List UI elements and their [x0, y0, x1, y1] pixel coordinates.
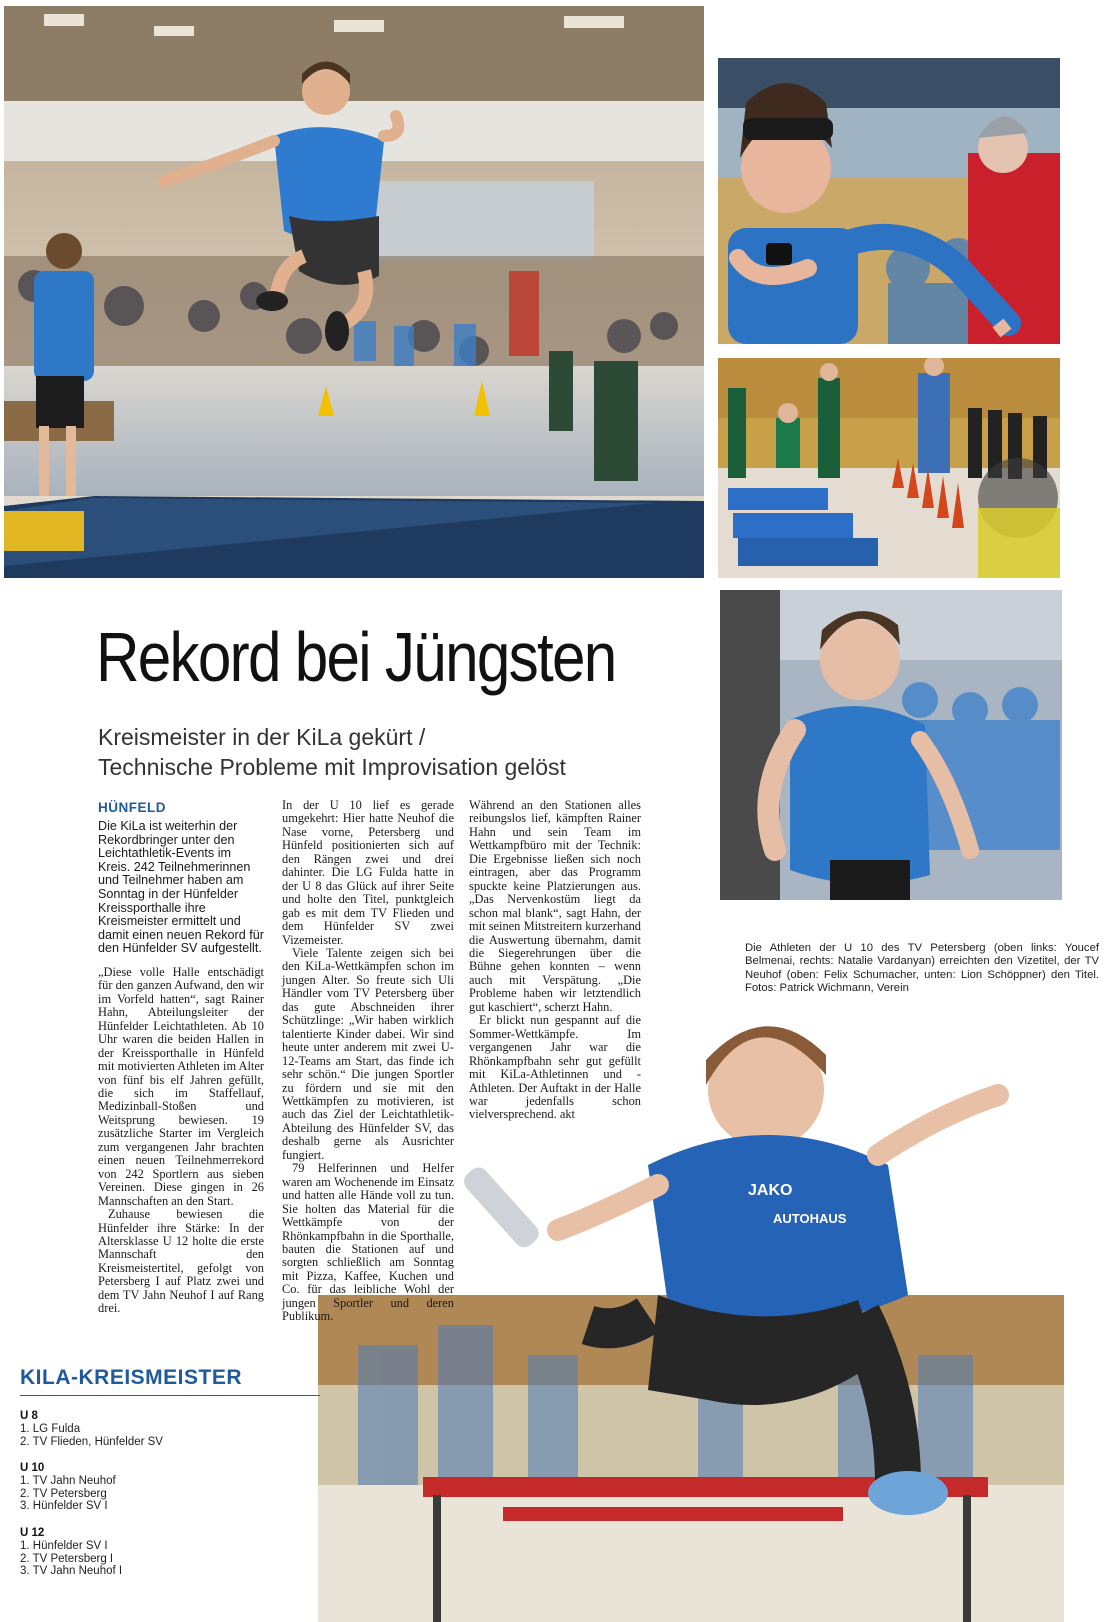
results-entry: 1. TV Jahn Neuhof — [20, 1475, 116, 1488]
shirt-sponsor-text: AUTOHAUS — [773, 1211, 847, 1226]
lead-paragraph: Die KiLa ist weiterhin der Rekordbringer unter den Leichtathletik-Events im Kreis. 242 Teilnehmerinnen und Teilnehmer haben am Sonntag in der Hünfelder Kreissporthalle ihre Kreismeister ermittelt und damit einen neuen Rekord für den Hünfelder SV aufgestellt. — [98, 819, 264, 956]
results-group-label: U 12 — [20, 1526, 45, 1539]
headline: Rekord bei Jüngsten — [96, 618, 616, 696]
results-entry: 1. Hünfelder SV I — [20, 1539, 108, 1552]
results-entry: 3. TV Jahn Neuhof I — [20, 1565, 123, 1578]
photo-hurdle-course — [718, 358, 1060, 578]
subheadline — [98, 722, 658, 782]
photo-boy-running — [720, 590, 1062, 900]
body-paragraph: 79 Helferinnen und Helfer waren am Wochenende im Einsatz und hatten alle Hände voll zu tun. Sie holten das Material für die Wettkämpfe von der Rhönkampfbahn in die Sporthalle, bauten die Stationen auf und sorgten schließlich am Sonntag mit Pizza, Kaffee, Kuchen und Co. für das leibliche Wohl der jungen Sportler und deren Publikum. — [282, 1161, 454, 1324]
shirt-brand-text: JAKO — [748, 1182, 793, 1199]
dateline: HÜNFELD — [98, 800, 166, 815]
photo-long-jump — [4, 6, 704, 578]
article-column-3 — [469, 799, 641, 1122]
results-group-label: U 10 — [20, 1462, 45, 1475]
body-paragraph: Während an den Stationen alles reibungslos lief, kämpften Rainer Hahn und sein Team im Wettkampfbüro mit der Technik: Die Ergebnisse ließen sich noch eintragen, aber das Programm spuckte keine Platzierungen aus. „Das Nervenkostüm liegt da schon mal blank“, sagt Hahn, der mit seinen Mitstreitern kurzerhand die Auswertung übernahm, damit die Siegerehrungen über die Bühne gehen konnten – wenn auch mit Verspätung. „Die Probleme haben wir letztendlich gut kaschiert“, scherzt Hahn. — [469, 798, 641, 1014]
results-entry: 3. Hünfelder SV I — [20, 1500, 108, 1513]
results-group-u12 — [20, 1527, 320, 1578]
body-paragraph: Er blickt nun gespannt auf die Sommer-Wettkämpfe. Im vergangenen Jahr war die Rhönkampfbahn sehr gut gefüllt mit KiLa-Athletinnen und -Athleten. Der Auftakt in der Halle war jedenfalls schon vielversprechend. akt — [469, 1013, 641, 1122]
results-entry: 2. TV Petersberg — [20, 1487, 107, 1500]
article-column-2 — [282, 799, 454, 1324]
results-entry: 2. TV Flieden, Hünfelder SV — [20, 1435, 163, 1448]
results-box — [20, 1366, 320, 1592]
results-title: KILA-KREISMEISTER — [20, 1366, 320, 1396]
subheadline-line-2: Technische Probleme mit Improvisation gelöst — [98, 754, 566, 780]
results-group-u8 — [20, 1410, 320, 1448]
results-entry: 2. TV Petersberg I — [20, 1552, 114, 1565]
body-paragraph: Zuhause bewiesen die Hünfelder ihre Stärke: In der Altersklasse U 12 holte die erste Mannschaft den Kreismeistertitel, gefolgt von Petersberg I auf Platz zwei und dem TV Jahn Neuhof I auf Rang drei. — [98, 1207, 264, 1316]
results-group-u10 — [20, 1462, 320, 1513]
body-paragraph: Viele Talente zeigen sich bei den KiLa-Wettkämpfen schon im jungen Alter. So freute sich Uli Händler vom TV Petersberg über das gute Abschneiden ihrer Schützlinge: „Wir haben wirklich talentierte Kinder dabei. Wir sind heute unter anderem mit zwei U-12-Teams am Start, das finde ich sehr schön.“ Die jungen Sportler zu fördern und sie mit den Wettkämpfen zu motivieren, ist auch das Ziel der Leichtathletik-Abteilung des Hünfelder SV, das deshalb gerne als Ausrichter fungiert. — [282, 945, 454, 1162]
results-entry: 1. LG Fulda — [20, 1423, 81, 1435]
subheadline-line-1: Kreismeister in der KiLa gekürt / — [98, 724, 426, 750]
article-column-1 — [98, 800, 264, 1316]
results-group-label: U 8 — [20, 1410, 38, 1422]
body-paragraph: „Diese volle Halle entschädigt für den ganzen Aufwand, den wir im Vorfeld hatten“, sagt Rainer Hahn, Abteilungsleiter der Hünfelder Leichtathleten. Ab 10 Uhr waren die beiden Hallen in der Kreissporthalle in Hünfeld mit motivierten Athleten im Alter von fünf bis elf Jahren gefüllt, die sich im Staffellauf, Medizinball-Stoßen und Weitsprung bewiesen. 19 zusätzliche Starter im Vergleich zum vergangenen Jahr brachten einen neuen Teilnehmerrekord von 242 Sportlern aus sieben Vereinen. Diese gingen in 26 Mannschaften an den Start. — [98, 964, 264, 1208]
body-paragraph: In der U 10 lief es gerade umgekehrt: Hier hatte Neuhof die Nase vorne, Petersberg und Hünfeld positionierten sich auf den Rängen zwei und drei dahinter. Die LG Fulda hatte in der U 8 das Glück auf ihrer Seite und holte den Titel, punktgleich gab es mit dem TV Flieden und dem Hünfelder SV zwei Vizemeister. — [282, 798, 454, 947]
photo-caption: Die Athleten der U 10 des TV Petersberg (oben links: Youcef Belmenai, rechts: Natalie Vardanyan) erreichten den Vizetitel, der TV Neuhof (oben: Felix Schumacher, unten: Lion Schöppner) den Titel. Fotos: Patrick Wichmann, Verein — [745, 942, 1099, 994]
photo-girl-headband — [718, 58, 1060, 344]
